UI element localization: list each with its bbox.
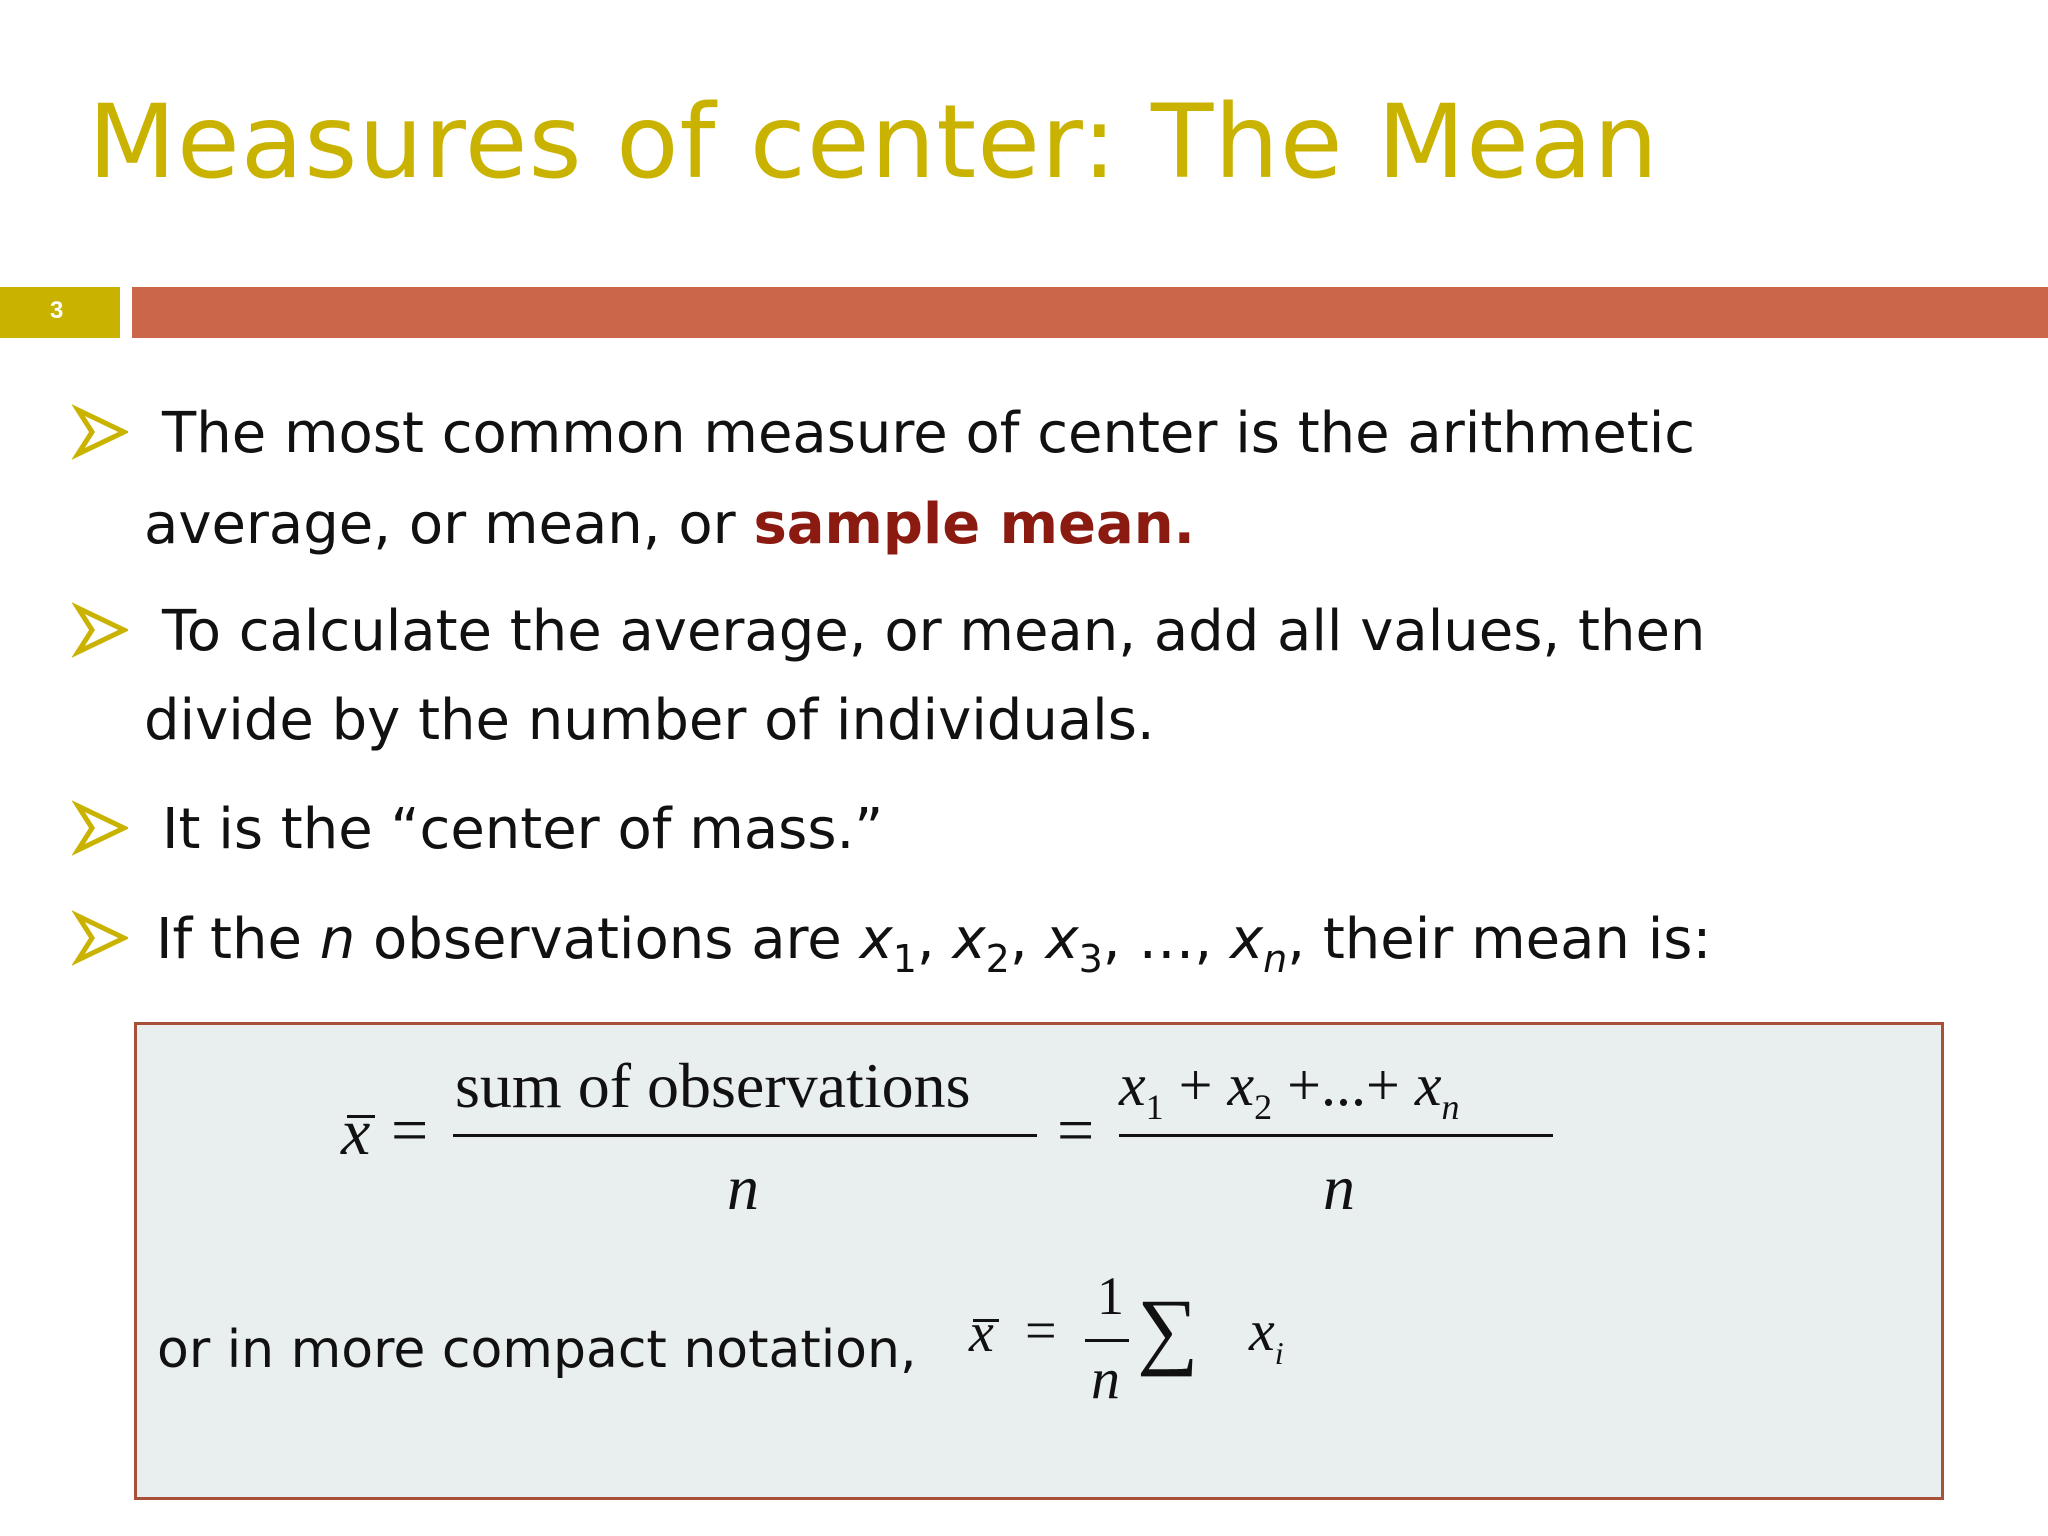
x-variable: x: [1249, 1298, 1275, 1363]
bullet-3-line-1: It is the “center of mass.”: [162, 797, 884, 862]
x-variable: x: [1045, 907, 1079, 972]
bullet-arrow-icon: [72, 404, 128, 460]
bullet-4-line-1: [156, 895, 1711, 1004]
slide-title: Measures of center: The Mean: [88, 83, 1659, 202]
ellipsis: …,: [1138, 907, 1230, 972]
n-variable: n: [319, 907, 356, 972]
denominator-n: n: [727, 1152, 759, 1223]
compact-x: [1249, 1297, 1284, 1372]
subscript: 3: [1078, 937, 1103, 981]
numerator-sum: [1119, 1051, 1459, 1128]
xbar-symbol: x: [969, 1302, 994, 1364]
x-variable: x: [1227, 1052, 1255, 1118]
x-variable: x: [1414, 1052, 1442, 1118]
fraction-bar: [1085, 1339, 1129, 1342]
bullet-1-line-2: [144, 480, 1195, 570]
separator: ,: [1009, 907, 1046, 972]
bullet-4-text: , their mean is:: [1287, 907, 1712, 972]
bullet-arrow-icon: [72, 800, 128, 856]
x-variable: x: [859, 907, 893, 972]
subscript: 1: [1145, 1087, 1164, 1127]
fraction-bar: [453, 1134, 1037, 1137]
ellipsis: ...: [1320, 1052, 1366, 1118]
separator: ,: [916, 907, 953, 972]
subscript: 2: [985, 937, 1010, 981]
bullet-arrow-icon: [72, 910, 128, 966]
x-variable: x: [1119, 1052, 1146, 1118]
equals-sign: =: [391, 1094, 429, 1167]
sigma-symbol: ∑: [1137, 1281, 1199, 1377]
subscript: i: [1274, 1335, 1284, 1371]
compact-denominator: n: [1091, 1346, 1120, 1411]
plus-sign: +: [1287, 1052, 1321, 1118]
bullet-1-line-2-text: average, or mean, or: [144, 492, 754, 557]
separator: ,: [1102, 907, 1139, 972]
plus-sign: +: [1365, 1052, 1400, 1118]
subscript: 1: [892, 937, 917, 981]
equals-sign: =: [1057, 1094, 1095, 1167]
sample-mean-highlight: sample mean.: [753, 492, 1195, 557]
bullet-4-text: If the: [156, 907, 320, 972]
fraction-bar: [1119, 1134, 1553, 1137]
bullet-1-line-1: The most common measure of center is the arithmetic: [162, 401, 1696, 466]
compact-numerator: 1: [1097, 1266, 1124, 1326]
subscript: n: [1441, 1087, 1460, 1127]
formula-box: [134, 1022, 1944, 1500]
bullet-2-line-2: divide by the number of individuals.: [144, 688, 1155, 753]
denominator-n: n: [1323, 1152, 1355, 1223]
divider-bar: [132, 287, 2048, 338]
subscript: 2: [1254, 1087, 1273, 1127]
bullet-2-line-1: To calculate the average, or mean, add all values, then: [162, 599, 1706, 664]
equals-sign: =: [1025, 1300, 1057, 1362]
bullet-arrow-icon: [72, 602, 128, 658]
x-variable: x: [1229, 907, 1264, 972]
compact-notation-label: or in more compact notation,: [157, 1320, 917, 1380]
plus-sign: +: [1178, 1052, 1213, 1118]
xbar-symbol: x: [341, 1096, 371, 1169]
x-variable: x: [952, 907, 986, 972]
subscript: n: [1263, 937, 1288, 981]
slide-number: 3: [50, 297, 64, 324]
bullet-4-text: observations are: [355, 907, 860, 972]
numerator-words: sum of observations: [455, 1050, 971, 1121]
